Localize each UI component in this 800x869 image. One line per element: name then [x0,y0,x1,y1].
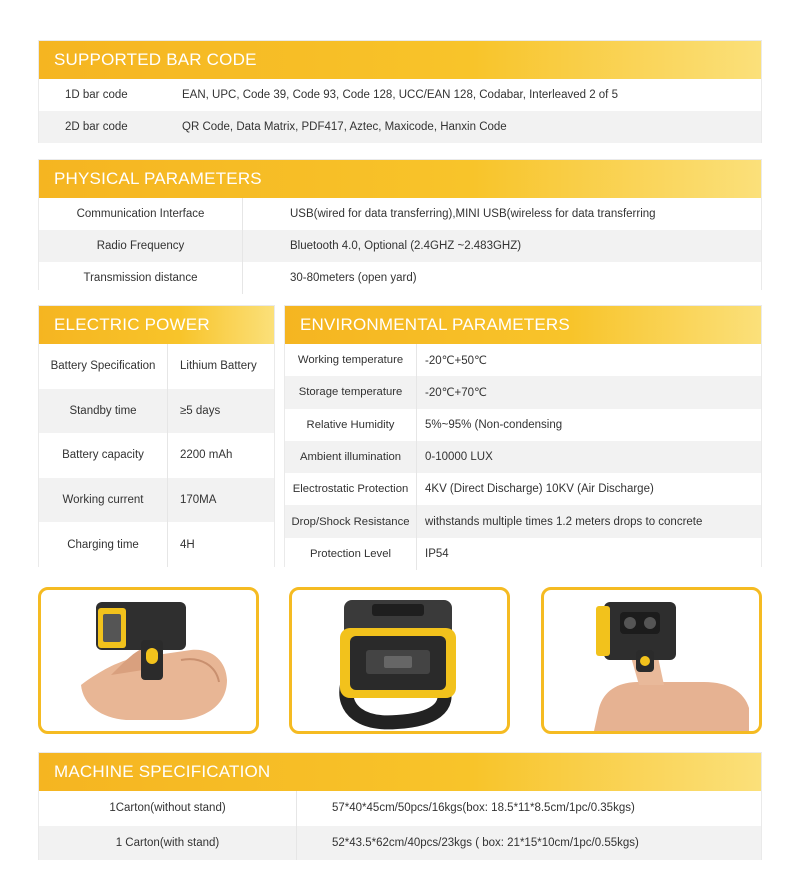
row-value: -20℃+50℃ [425,355,487,368]
row-value: 5%~95% (Non-condensing [425,418,563,431]
row-value: 4KV (Direct Discharge) 10KV (Air Discharge) [425,483,654,496]
table-row [39,111,761,143]
product-image-side-on-hand [38,587,259,734]
table-row [39,230,761,262]
table-row [285,344,761,376]
table-row [39,791,761,826]
row-label: Radio Frequency [39,230,243,262]
electric-table [39,344,274,567]
physical-parameters-panel [38,159,762,290]
machine-specification-panel [38,752,762,860]
row-value: 2200 mAh [180,449,233,462]
row-value: 52*43.5*62cm/40pcs/23kgs ( box: 21*15*10cm/1pc/0.55kgs) [332,836,639,849]
table-row [285,505,761,537]
row-value: 170MA [180,494,217,507]
row-label: Battery Specification [39,344,168,389]
row-label: Charging time [39,522,168,567]
supported-barcode-panel [38,40,762,143]
table-row [285,473,761,505]
ring-scanner-top-on-finger-icon [544,590,759,731]
row-label: 2D bar code [65,121,128,133]
electric-power-panel [38,305,275,567]
row-label: Storage temperature [285,376,417,408]
physical-table [39,198,761,294]
row-label: Working current [39,478,168,523]
row-value: -20℃+70℃ [425,387,487,400]
product-image-front [289,587,510,734]
row-label: 1Carton(without stand) [39,791,297,826]
environmental-table [285,344,761,570]
row-value: Lithium Battery [180,360,257,373]
row-value: IP54 [425,547,449,560]
table-row [39,198,761,230]
table-row [39,79,761,111]
row-label: Protection Level [285,538,417,570]
table-row [39,522,274,567]
table-row [285,376,761,408]
product-image-top-on-finger [541,587,762,734]
table-row [39,433,274,478]
row-value: USB(wired for data transferring),MINI USB(wireless for data transferring [290,208,656,220]
environmental-parameters-panel [284,305,762,567]
table-row [285,409,761,441]
ring-scanner-side-on-hand-icon [41,590,256,731]
table-row [39,262,761,294]
row-value: ≥5 days [180,404,221,417]
row-label: Drop/Shock Resistance [285,505,417,537]
row-value: EAN, UPC, Code 39, Code 93, Code 128, UCC/EAN 128, Codabar, Interleaved 2 of 5 [182,89,618,101]
row-label: 1D bar code [65,89,128,101]
row-label: Electrostatic Protection [285,473,417,505]
panel-title: PHYSICAL PARAMETERS [39,160,761,198]
table-row [39,344,274,389]
ring-scanner-front-icon [292,590,507,731]
row-label: Relative Humidity [285,409,417,441]
row-label: Working temperature [285,344,417,376]
table-row [39,826,761,861]
row-label: 1 Carton(with stand) [39,826,297,861]
row-label: Standby time [39,389,168,434]
panel-title: MACHINE SPECIFICATION [39,753,761,791]
machine-table [39,791,761,860]
panel-title: ENVIRONMENTAL PARAMETERS [285,306,761,344]
table-row [285,441,761,473]
row-value: 0-10000 LUX [425,451,493,464]
row-value: 30-80meters (open yard) [290,272,417,284]
row-value: 4H [180,538,195,551]
row-label: Ambient illumination [285,441,417,473]
row-value: 57*40*45cm/50pcs/16kgs(box: 18.5*11*8.5cm/1pc/0.35kgs) [332,802,635,815]
row-label: Battery capacity [39,433,168,478]
panel-title: ELECTRIC POWER [39,306,274,344]
row-label: Transmission distance [39,262,243,294]
table-row [39,478,274,523]
table-row [39,389,274,434]
table-row [285,538,761,570]
row-label: Communication Interface [39,198,243,230]
row-value: QR Code, Data Matrix, PDF417, Aztec, Maxicode, Hanxin Code [182,121,507,133]
barcode-table [39,79,761,143]
row-value: Bluetooth 4.0, Optional (2.4GHZ ~2.483GHZ) [290,240,522,252]
panel-title: SUPPORTED BAR CODE [39,41,761,79]
row-value: withstands multiple times 1.2 meters drops to concrete [425,515,703,528]
